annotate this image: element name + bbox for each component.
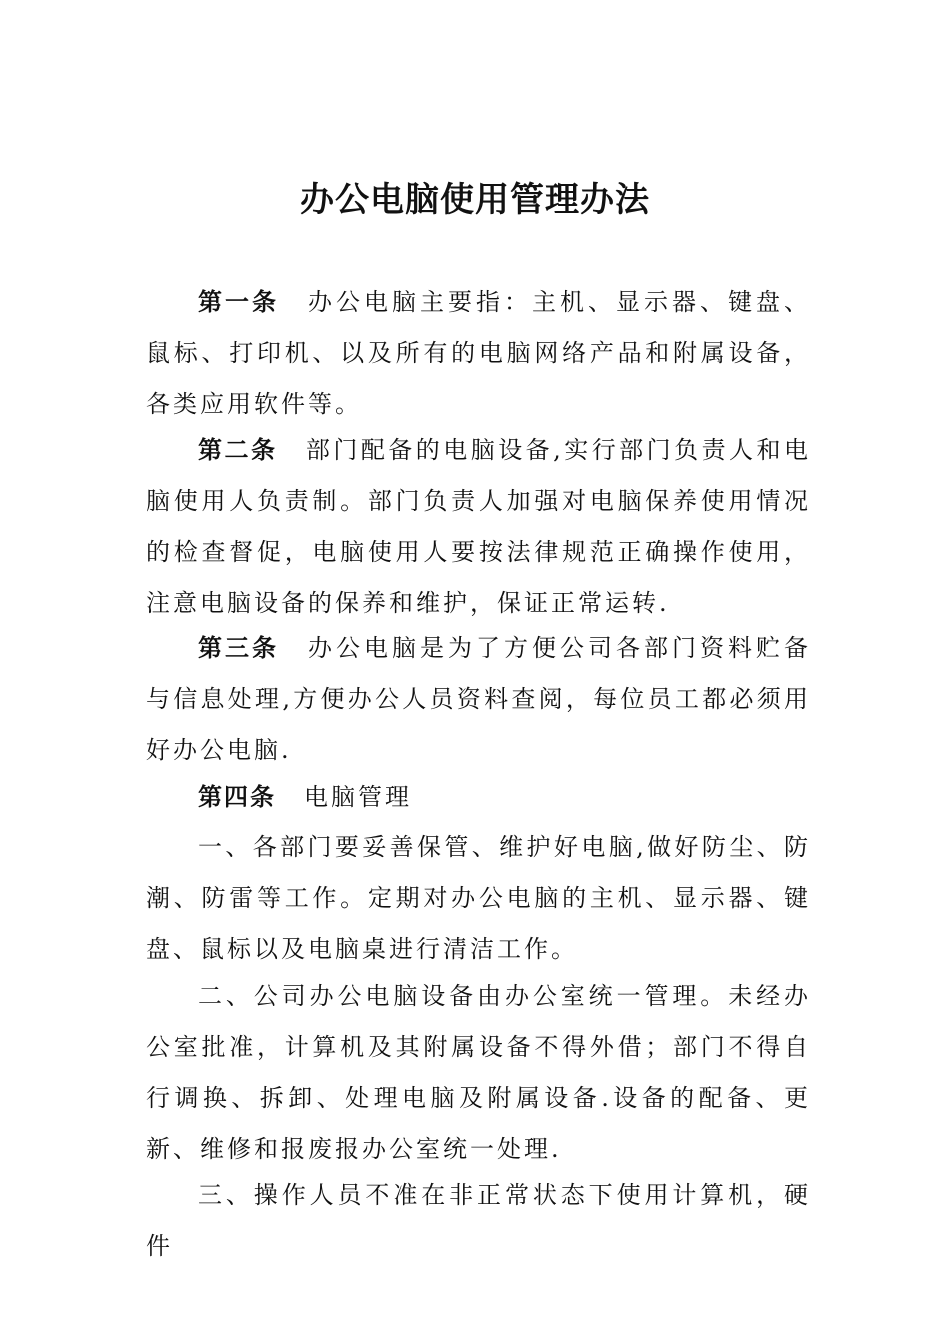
document-title: 办公电脑使用管理办法: [300, 180, 650, 220]
item-3: 三、操作人员不准在非正常状态下使用计算机，硬件: [146, 1181, 811, 1260]
article-1-heading: 第一条: [198, 287, 279, 316]
article-3-heading: 第三条: [198, 633, 279, 662]
item-1: 一、各部门要妥善保管、维护好电脑,做好防尘、防潮、防雷等工作。定期对办公电脑的主机、显示器、键盘、鼠标以及电脑桌进行清洁工作。: [146, 833, 811, 963]
article-3: [146, 622, 811, 776]
article-2-heading: 第二条: [198, 435, 278, 464]
article-4: [146, 771, 811, 823]
item-2: 二、公司办公电脑设备由办公室统一管理。未经办公室批准，计算机及其附属设备不得外借；部门不得自行调换、拆卸、处理电脑及附属设备.设备的配备、更新、维修和报废报办公室统一处理.: [146, 982, 811, 1163]
article-3-text: 办公电脑是为了方便公司各部门资料贮备与信息处理,方便办公人员资料查阅，每位员工都必须用好办公电脑.: [146, 634, 811, 764]
article-2: [146, 424, 811, 629]
article-1: [146, 276, 811, 430]
article-4-heading: 第四条: [198, 782, 276, 811]
article-1-text: 办公电脑主要指：主机、显示器、键盘、鼠标、打印机、以及所有的电脑网络产品和附属设备，各类应用软件等。: [146, 288, 811, 418]
article-4-text: 电脑管理: [304, 783, 412, 811]
article-2-text: 部门配备的电脑设备,实行部门负责人和电脑使用人负责制。部门负责人加强对电脑保养使用情况的检查督促，电脑使用人要按法律规范正确操作使用，注意电脑设备的保养和维护，保证正常运转.: [146, 436, 811, 617]
